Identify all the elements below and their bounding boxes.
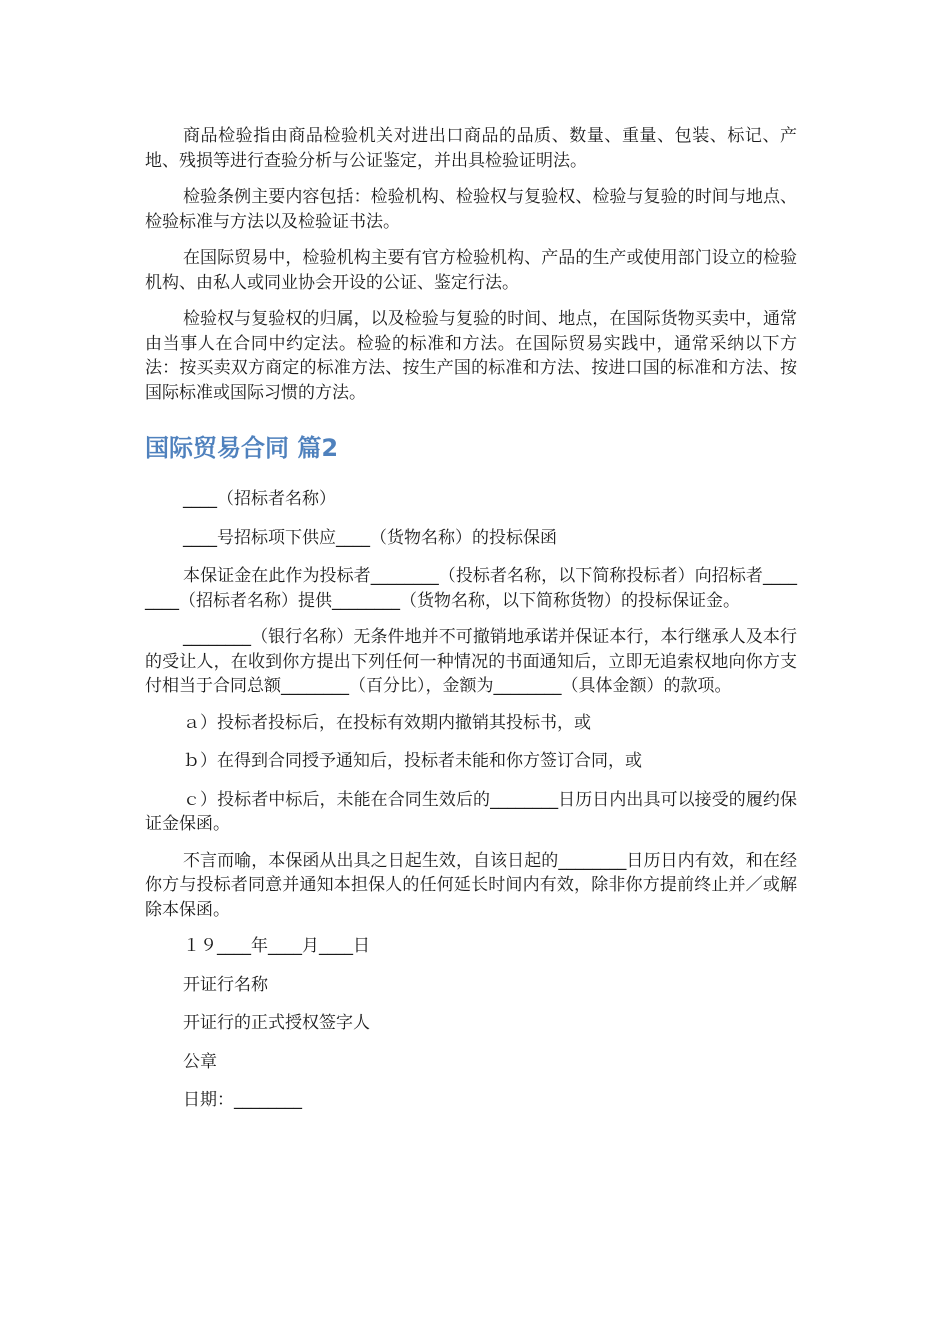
paragraph: 在国际贸易中，检验机构主要有官方检验机构、产品的生产或使用部门设立的检验机构、由私人或同业协会开设的公证、鉴定行法。 <box>145 248 797 293</box>
section-heading: 国际贸易合同 篇2 <box>145 434 339 462</box>
paragraph: 本保证金在此作为投标者________（投标者名称，以下简称投标者）向招标者________（招标者名称）提供________（货物名称，以下简称货物）的投标保证金。 <box>145 566 797 611</box>
paragraph: 不言而喻，本保函从出具之日起生效，自该日起的________日历日内有效，和在经你方与投标者同意并通知本担保人的任何延长时间内有效，除非你方提前终止并／或解除本保函。 <box>145 850 797 920</box>
date-field: 日期：________ <box>183 1090 302 1110</box>
paragraph: ｂ）在得到合同授予通知后，投标者未能和你方签订合同，或 <box>183 751 642 771</box>
paragraph: 检验条例主要内容包括：检验机构、检验权与复验权、检验与复验的时间与地点、检验标准与方法以及检验证书法。 <box>145 187 797 232</box>
issuing-bank-name: 开证行名称 <box>183 974 268 995</box>
date-line: １９____年____月____日 <box>183 936 370 956</box>
authorized-signatory: 开证行的正式授权签字人 <box>183 1013 370 1033</box>
paragraph: 商品检验指由商品检验机关对进出口商品的品质、数量、重量、包装、标记、产地、残损等进行查验分析与公证鉴定，并出具检验证明法。 <box>145 126 797 171</box>
official-seal: 公章 <box>183 1051 217 1072</box>
document-page <box>145 124 797 1127</box>
paragraph: 检验权与复验权的归属，以及检验与复验的时间、地点，在国际货物买卖中，通常由当事人在合同中约定法。检验的标准和方法。在国际贸易实践中，通常采纳以下方法：按买卖双方商定的标准方法、按生产国的标准和方法、按进口国的标准和方法、按国际标准或国际习惯的方法。 <box>145 309 797 403</box>
paragraph: ｃ）投标者中标后，未能在合同生效后的________日历日内出具可以接受的履约保证金保函。 <box>145 789 797 834</box>
paragraph: ________（银行名称）无条件地并不可撤销地承诺并保证本行，本行继承人及本行的受让人，在收到你方提出下列任何一种情况的书面通知后，立即无追索权地向你方支付相当于合同总额________（百分比），金额为________（具体金额）的款项。 <box>145 627 797 696</box>
paragraph: ____号招标项下供应____（货物名称）的投标保函 <box>183 527 557 548</box>
paragraph: ____（招标者名称） <box>183 489 336 509</box>
paragraph: ａ）投标者投标后，在投标有效期内撤销其投标书，或 <box>183 712 591 733</box>
